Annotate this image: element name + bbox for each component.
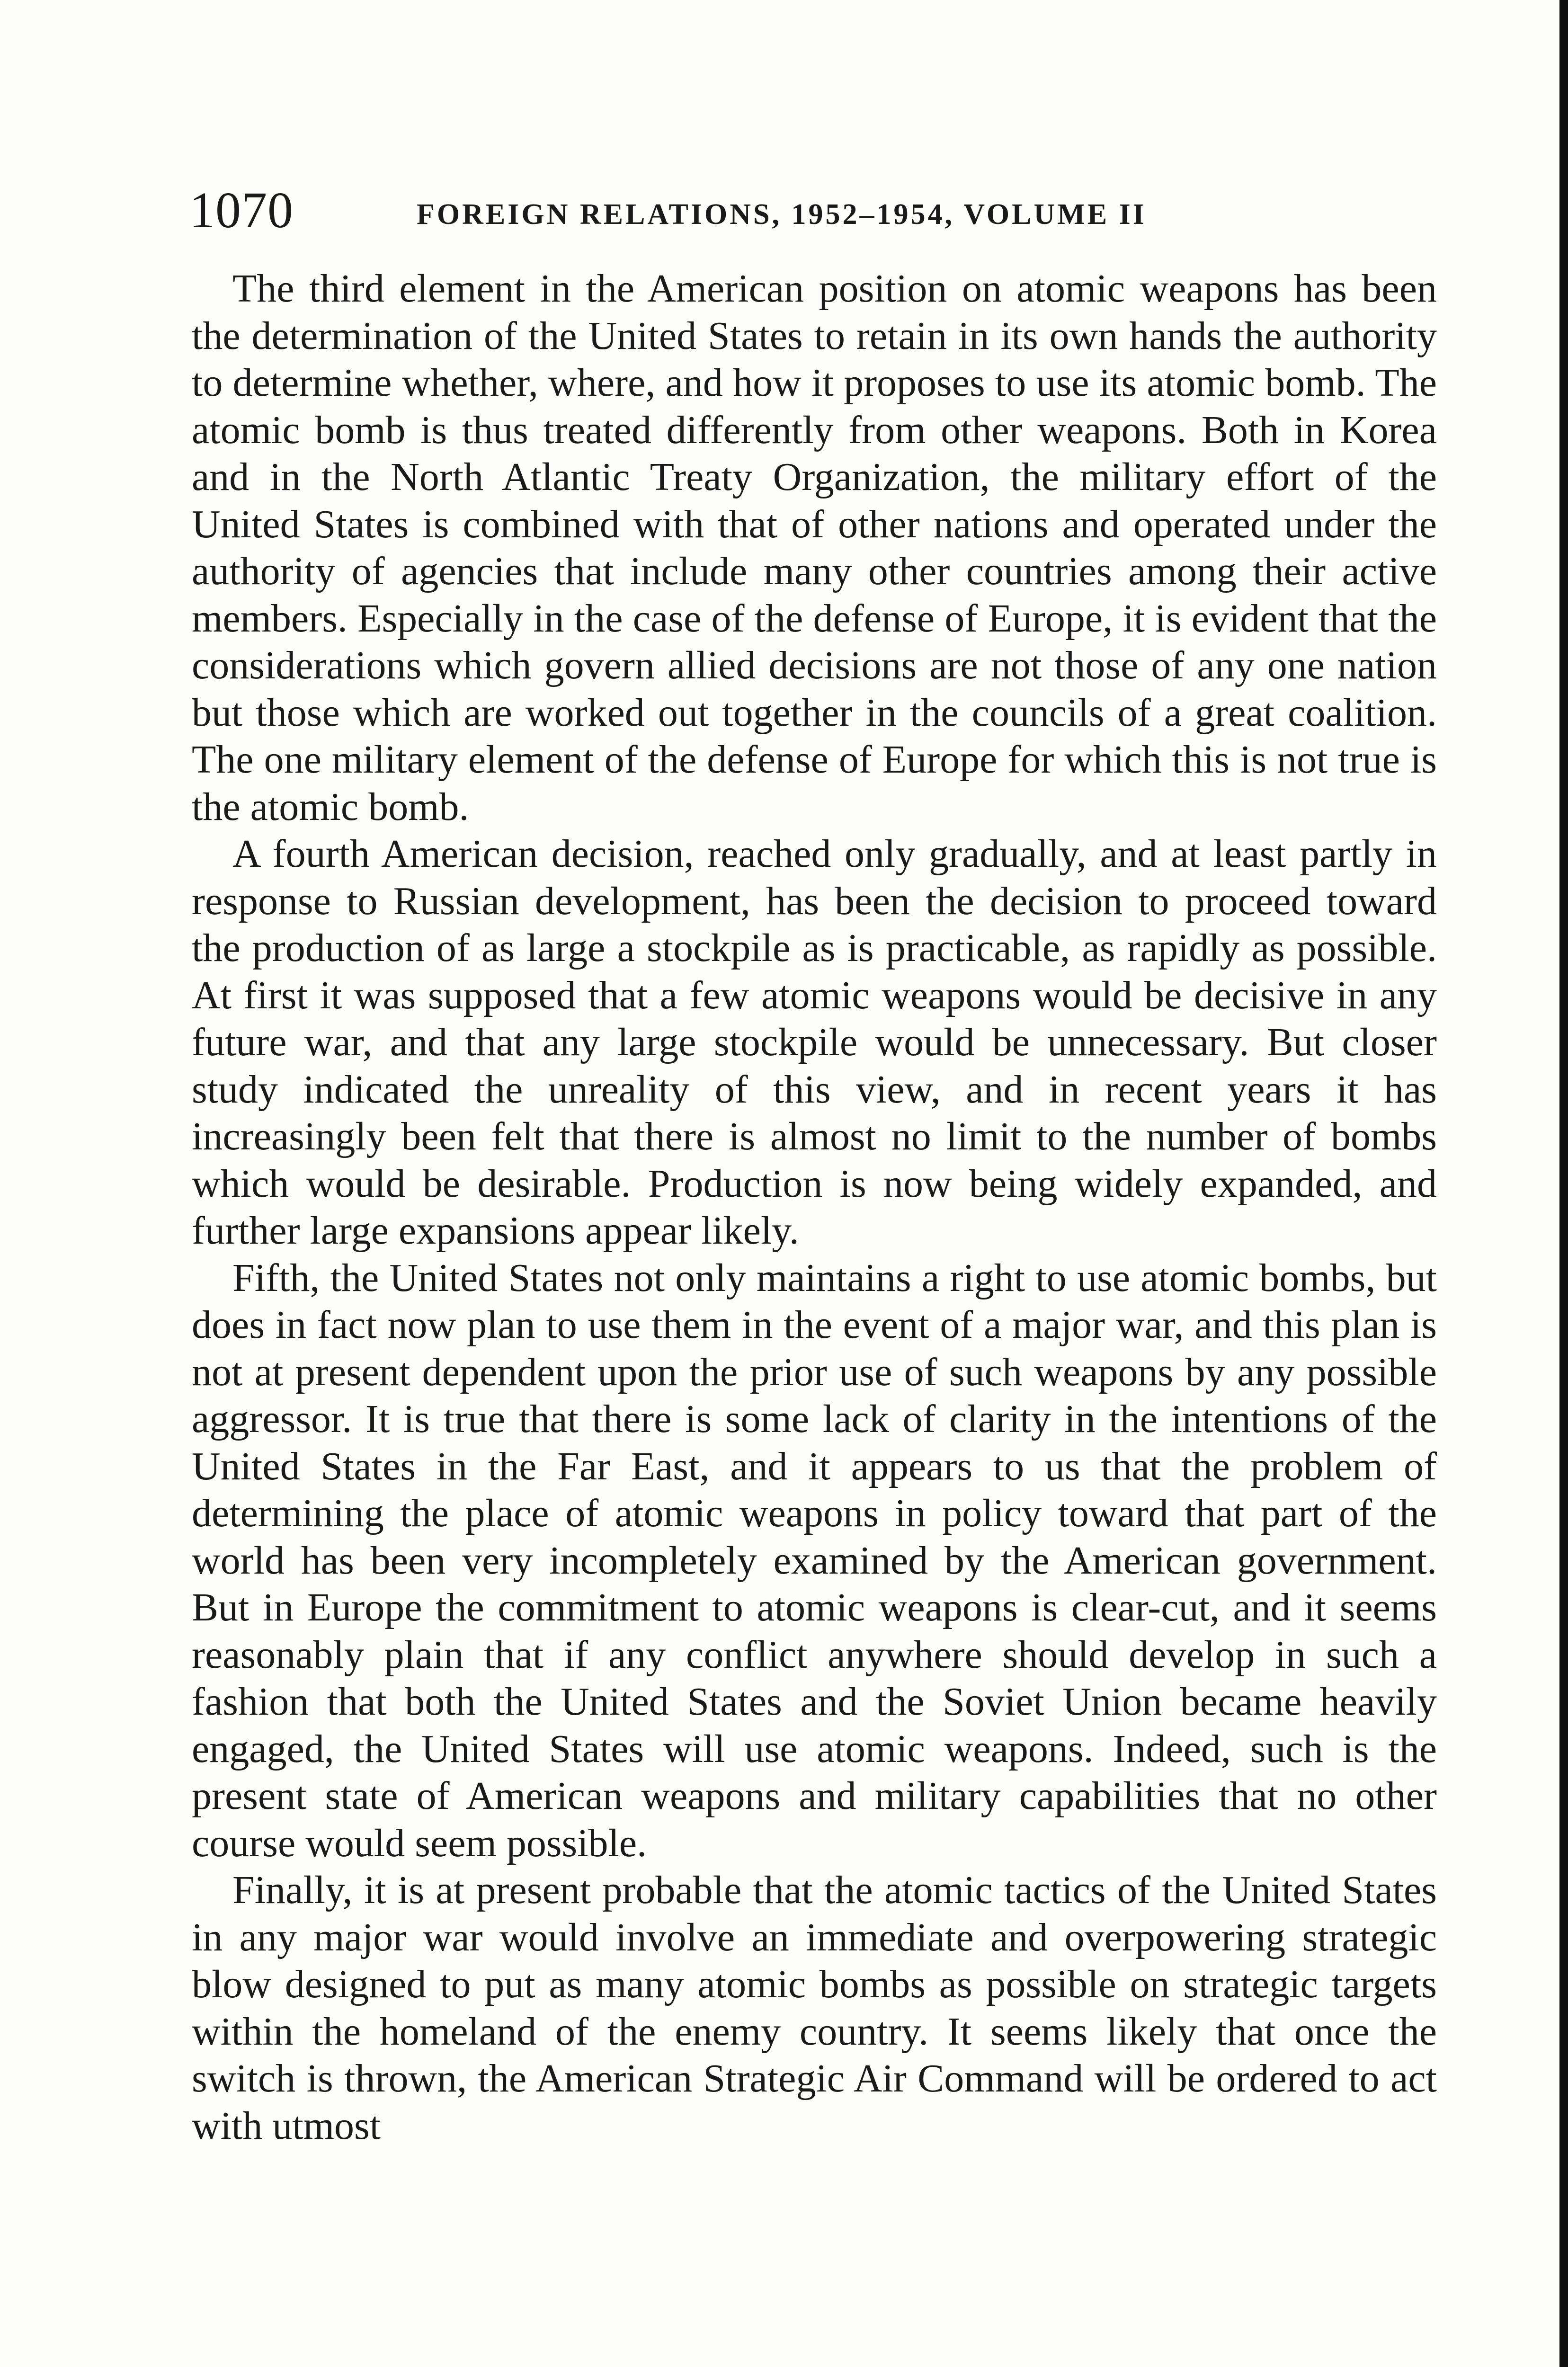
scan-edge-shadow [1559, 0, 1568, 2367]
page-number: 1070 [189, 182, 294, 239]
paragraph-fourth-decision: A fourth American decision, reached only gradually, and at least partly in response to Russian development, has been the decision to proceed toward the production of as large a stockpile as is practicable, as rapidly as possible. At first it was supposed that a few atomic weapons would be decisive in any future war, and that any large stockpile would be unnecessary. But closer study indicated the unreality of this view, and in recent years it has increasingly been felt that there is almost no limit to the number of bombs which would be desirable. Production is now being widely expanded, and further large expansions appear likely. [192, 832, 1437, 1253]
paragraph-third-element: The third element in the American position on atomic weapons has been the determination of the United States to retain in its own hands the authority to determine whether, where, and how it proposes to use its atomic bomb. The atomic bomb is thus treated differently from other weapons. Both in Korea and in the North Atlantic Treaty Organization, the military effort of the United States is combined with that of other nations and operated under the authority of agencies that include many other countries among their active members. Especially in the case of the defense of Europe, it is evident that the considerations which govern allied decisions are not those of any one nation but those which are worked out together in the councils of a great coalition. The one military element of the defense of Europe for which this is not true is the atomic bomb. [192, 267, 1437, 829]
body-text [192, 265, 1437, 2149]
paragraph-fifth: Fifth, the United States not only maintains a right to use atomic bombs, but does in fact now plan to use them in the event of a major war, and this plan is not at present dependent upon the prior use of such weapons by any possible aggressor. It is true that there is some lack of clarity in the intentions of the United States in the Far East, and it appears to us that the problem of determining the place of atomic weapons in policy toward that part of the world has been very incompletely examined by the American government. But in Europe the commitment to atomic weapons is clear-cut, and it seems reasonably plain that if any conflict anywhere should develop in such a fashion that both the United States and the Soviet Union became heavily engaged, the United States will use atomic weapons. Indeed, such is the present state of American weapons and military capabilities that no other course would seem possible. [192, 1255, 1437, 1865]
running-head: FOREIGN RELATIONS, 1952–1954, VOLUME II [417, 198, 1147, 231]
paragraph-finally: Finally, it is at present probable that the atomic tactics of the United States in any major war would involve an immediate and overpowering strategic blow designed to put as many atomic bombs as possible on strategic targets within the homeland of the enemy country. It seems likely that once the switch is thrown, the American Strategic Air Command will be ordered to act with utmost [192, 1868, 1437, 2148]
page-header [189, 180, 1444, 241]
